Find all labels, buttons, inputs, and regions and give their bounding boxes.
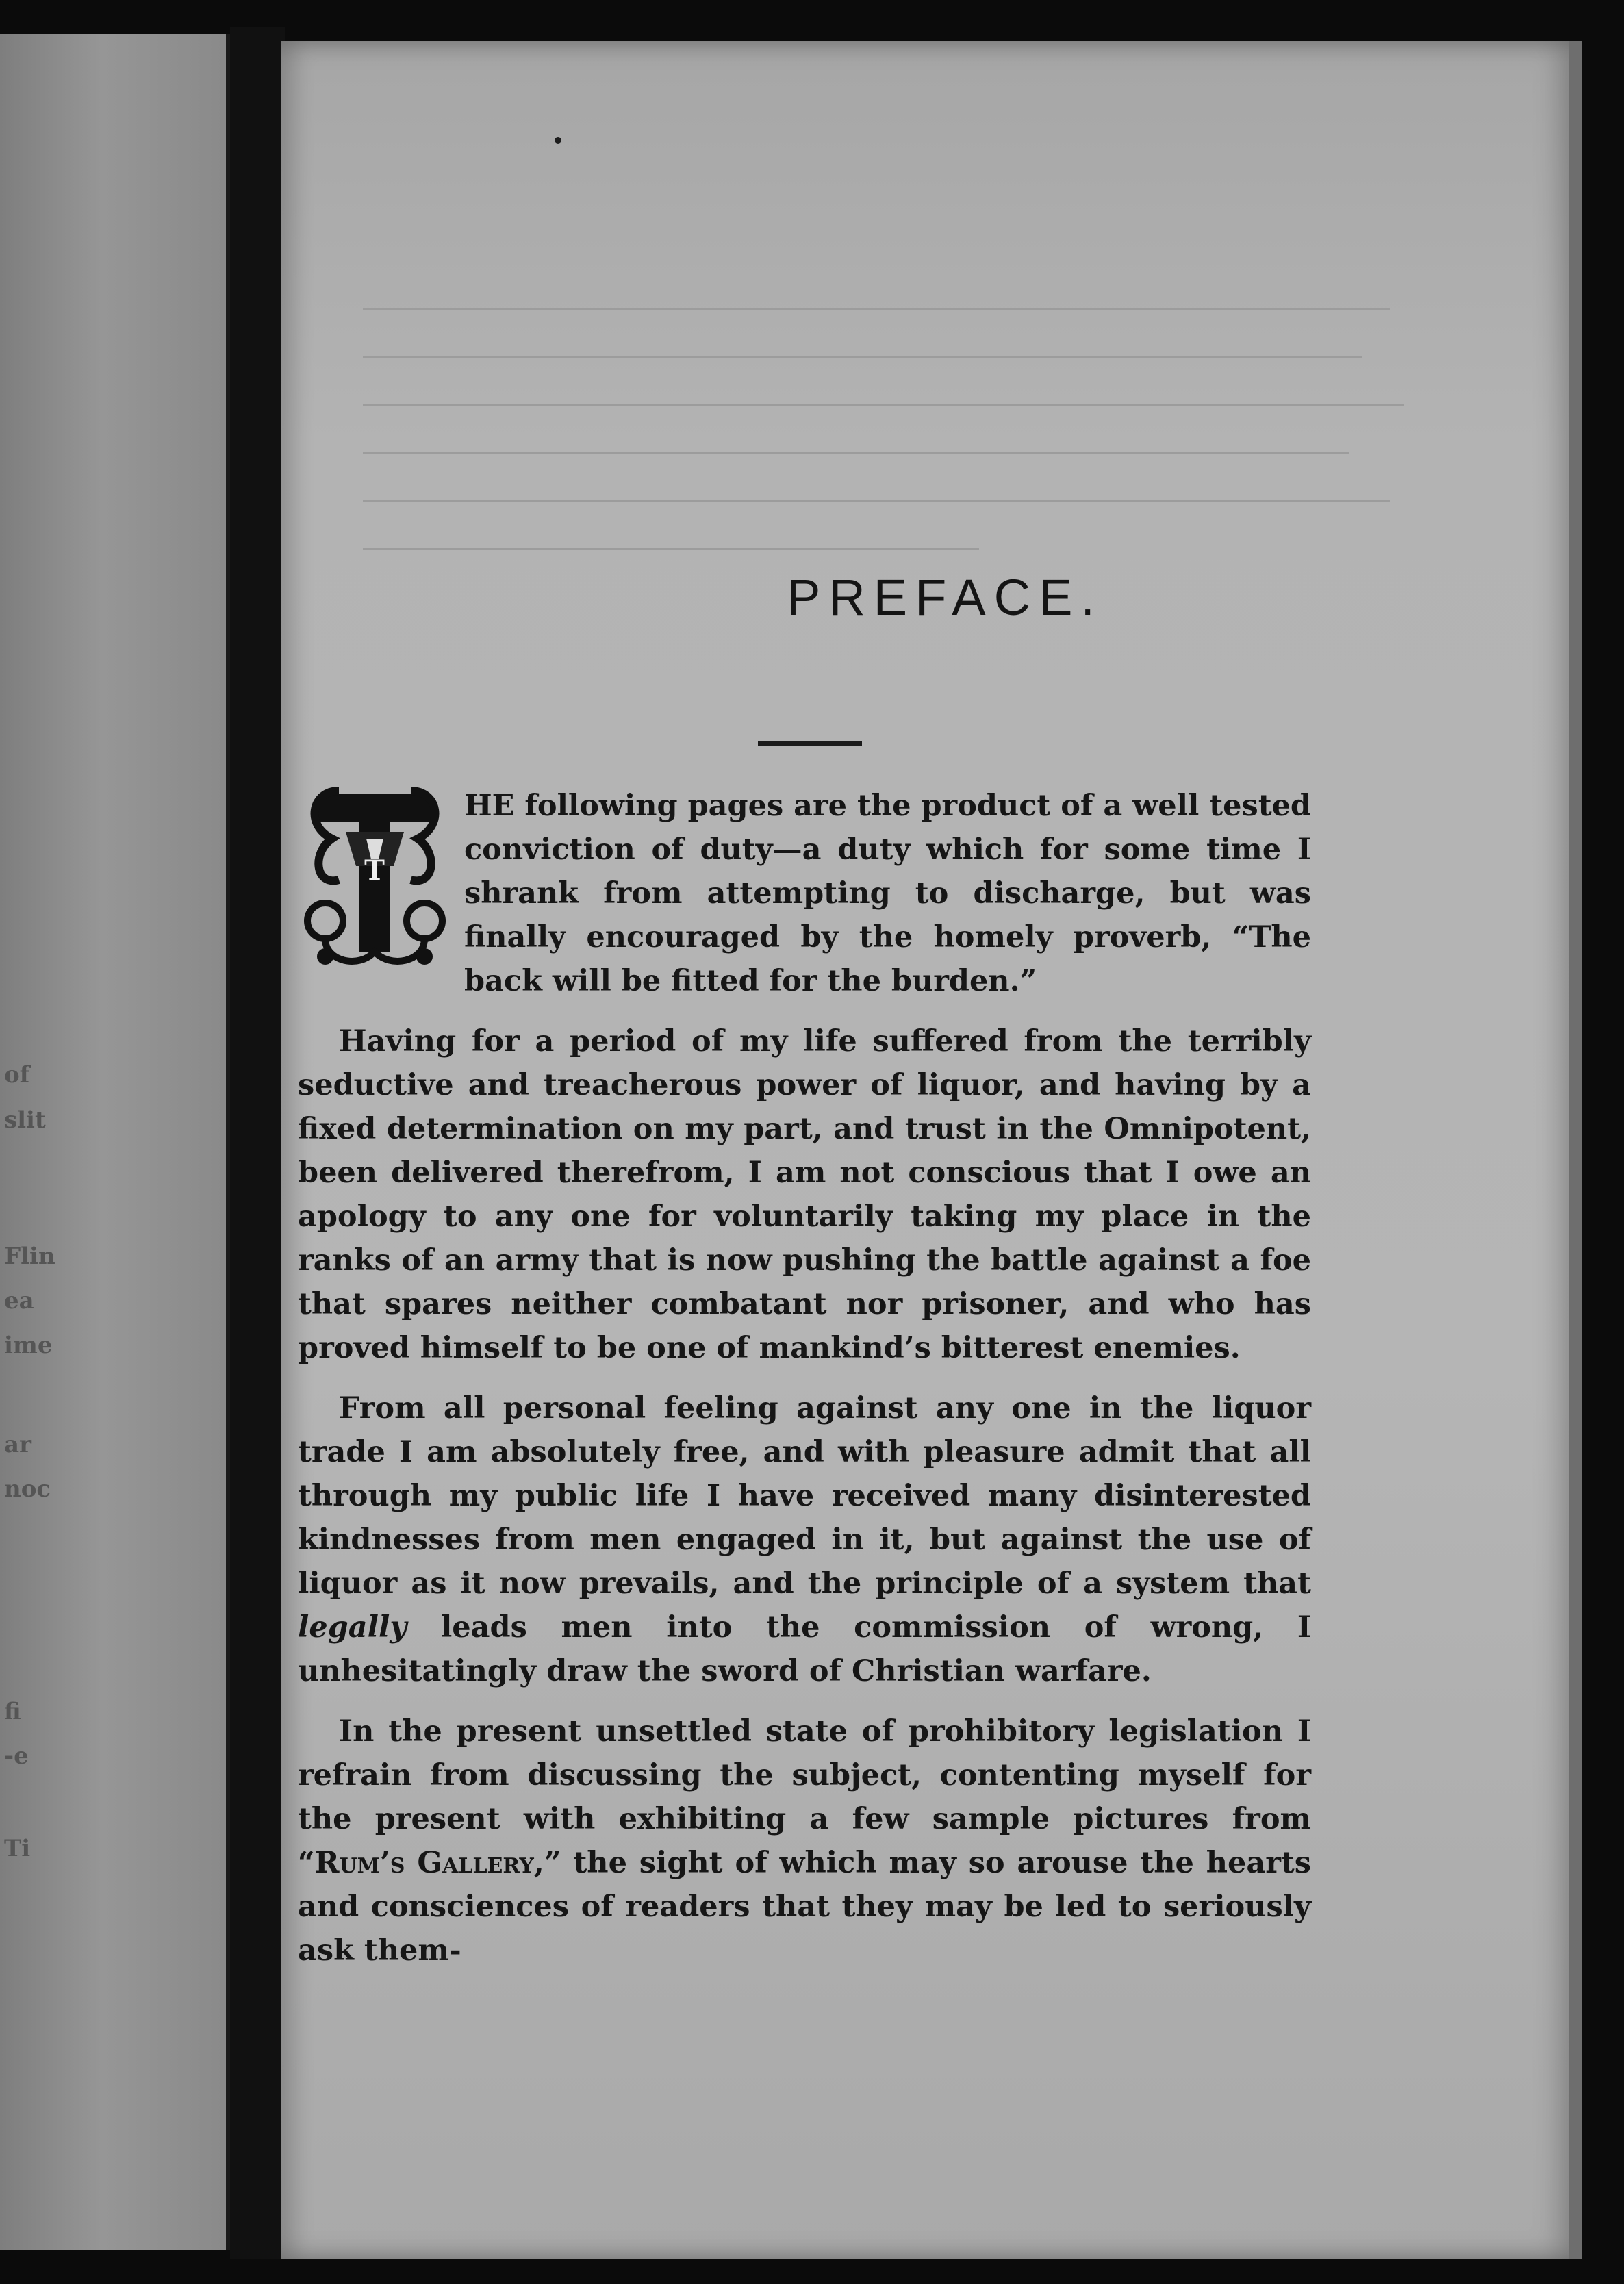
title-rule <box>758 741 862 746</box>
small-caps-title: Rum’s Gallery <box>314 1846 534 1880</box>
paragraph-text: leads men into the commission of wrong, I unhesitatingly draw the sword of Christian warfare. <box>298 1610 1311 1688</box>
page-edge <box>1569 41 1582 2259</box>
show-through-line <box>363 356 1362 358</box>
facing-page-fragment: ime <box>4 1332 53 1359</box>
show-through-line <box>363 500 1390 502</box>
facing-page-fragment: ar <box>4 1431 31 1458</box>
paragraph-text: In the present unsettled state of prohibitory legislation I refrain from discussing the subject, contenting myself for the present with exhibiting a few sample pictures from “ <box>298 1714 1311 1880</box>
facing-page-fragment: Flin <box>4 1243 55 1270</box>
facing-page-fragment: slit <box>4 1106 46 1134</box>
paragraph-text: From all personal feeling against any one in the liquor trade I am absolutely free, and with pleasure admit that all through my public life I have received many disinterested kindnesses from men engaged in it, but against the use of liquor as it now prevails, and the principle of a system that <box>298 1391 1311 1601</box>
facing-page-fragment: Ti <box>4 1835 31 1862</box>
page-title: PREFACE. <box>787 569 1103 626</box>
facing-page-fragment: fi <box>4 1698 21 1725</box>
paragraph-lead: HE <box>464 789 515 823</box>
show-through-line <box>363 404 1404 406</box>
show-through-line <box>363 308 1390 310</box>
paragraph-4 <box>298 1710 1311 1972</box>
facing-page <box>0 34 230 2250</box>
paragraph-2 <box>298 1019 1311 1370</box>
show-through-line <box>363 548 979 550</box>
show-through-line <box>363 452 1349 454</box>
facing-page-fragment: noc <box>4 1475 51 1503</box>
preface-body <box>298 784 1311 1989</box>
facing-page-fragment: ea <box>4 1287 34 1315</box>
paragraph-text: Having for a period of my life suffered from the terribly seductive and treacherous power of liquor, and having by a fixed determination on my part, and trust in the Omnipotent, been delivered therefrom, I am not conscious that I owe an apology to any one for voluntarily taking my place in the ranks of an army that is now pushing the battle against a foe that spares neither combatant nor prisoner, and who has proved himself to be one of mankind’s bitterest enemies. <box>298 1024 1311 1365</box>
paragraph-3 <box>298 1386 1311 1693</box>
book-gutter <box>230 27 285 2259</box>
svg-text:T: T <box>364 854 385 887</box>
paragraph-1 <box>298 784 1311 1003</box>
ornamental-dropcap-icon <box>298 777 452 982</box>
italic-emphasis: legally <box>298 1610 407 1645</box>
paragraph-text: following pages are the product of a well tested conviction of duty—a duty which for some time I shrank from attempting to discharge, but was finally encouraged by the homely proverb, “The back will be fitted for the burden.” <box>464 789 1311 998</box>
facing-page-fragment: of <box>4 1061 30 1089</box>
preface-page <box>281 41 1582 2259</box>
facing-page-fragment: -e <box>4 1742 29 1770</box>
ink-speck <box>555 137 561 144</box>
paragraph-text: ,” the sight of which may so arouse the hearts and consciences of readers that they may be led to seriously ask them- <box>298 1846 1311 1968</box>
